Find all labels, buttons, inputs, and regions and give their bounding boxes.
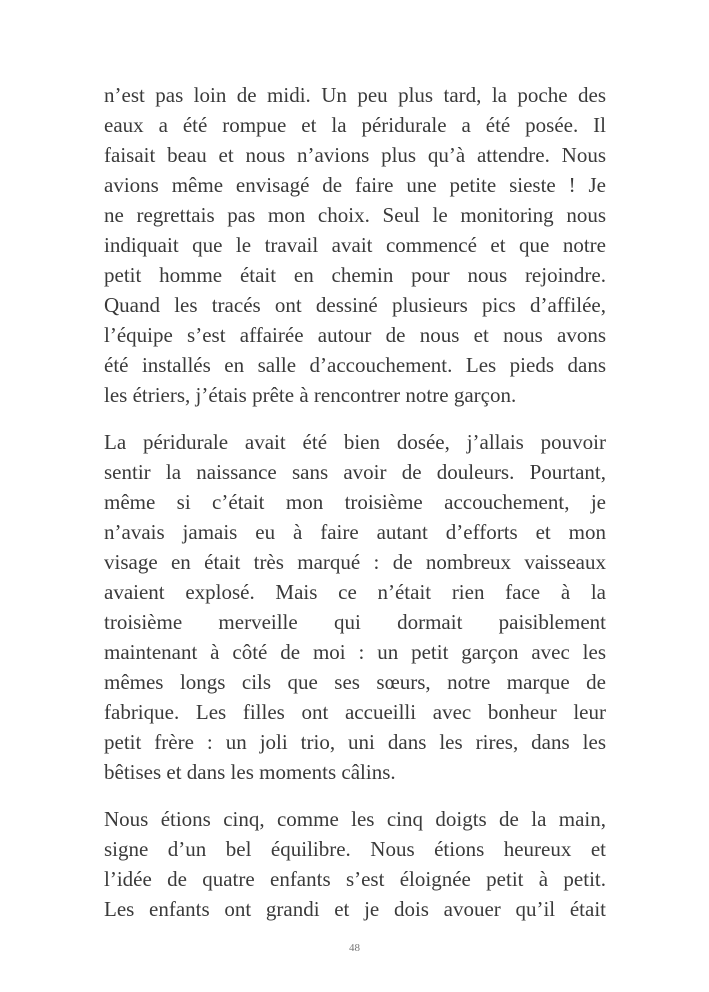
- text-line: ne regrettais pas mon choix. Seul le monitoring nous: [104, 203, 606, 227]
- paragraph-2: [104, 427, 606, 787]
- text-line: maintenant à côté de moi : un petit garçon avec les: [104, 640, 606, 664]
- text-line: fabrique. Les filles ont accueilli avec bonheur leur: [104, 700, 606, 724]
- text-line: mêmes longs cils que ses sœurs, notre marque de: [104, 670, 606, 694]
- text-line: visage en était très marqué : de nombreux vaisseaux: [104, 550, 606, 574]
- text-line: sentir la naissance sans avoir de douleurs. Pourtant,: [104, 460, 606, 484]
- text-line: l’équipe s’est affairée autour de nous et nous avons: [104, 323, 606, 347]
- paragraph-1: [104, 80, 606, 410]
- text-line: La péridurale avait été bien dosée, j’allais pouvoir: [104, 430, 606, 454]
- text-line: eaux a été rompue et la péridurale a été posée. Il: [104, 113, 606, 137]
- page-number: 48: [349, 942, 360, 954]
- text-line: Nous étions cinq, comme les cinq doigts de la main,: [104, 807, 606, 831]
- text-line: été installés en salle d’accouchement. Les pieds dans: [104, 353, 606, 377]
- paragraph-3: [104, 804, 606, 924]
- text-line: faisait beau et nous n’avions plus qu’à attendre. Nous: [104, 143, 606, 167]
- text-line: Quand les tracés ont dessiné plusieurs pics d’affilée,: [104, 293, 606, 317]
- page-body: [104, 80, 606, 941]
- text-line: l’idée de quatre enfants s’est éloignée petit à petit.: [104, 867, 606, 891]
- text-line: n’avais jamais eu à faire autant d’efforts et mon: [104, 520, 606, 544]
- text-line: indiquait que le travail avait commencé et que notre: [104, 233, 606, 257]
- text-line: petit frère : un joli trio, uni dans les rires, dans les: [104, 730, 606, 754]
- text-line: signe d’un bel équilibre. Nous étions heureux et: [104, 837, 606, 861]
- text-line: petit homme était en chemin pour nous rejoindre.: [104, 263, 606, 287]
- text-line: troisième merveille qui dormait paisiblement: [104, 610, 606, 634]
- text-line: avaient explosé. Mais ce n’était rien face à la: [104, 580, 606, 604]
- text-line: les étriers, j’étais prête à rencontrer notre garçon.: [104, 383, 517, 407]
- text-line: bêtises et dans les moments câlins.: [104, 760, 396, 784]
- text-line: Les enfants ont grandi et je dois avouer qu’il était: [104, 897, 606, 921]
- text-line: même si c’était mon troisième accouchement, je: [104, 490, 606, 514]
- text-line: n’est pas loin de midi. Un peu plus tard, la poche des: [104, 83, 606, 107]
- text-line: avions même envisagé de faire une petite sieste ! Je: [104, 173, 606, 197]
